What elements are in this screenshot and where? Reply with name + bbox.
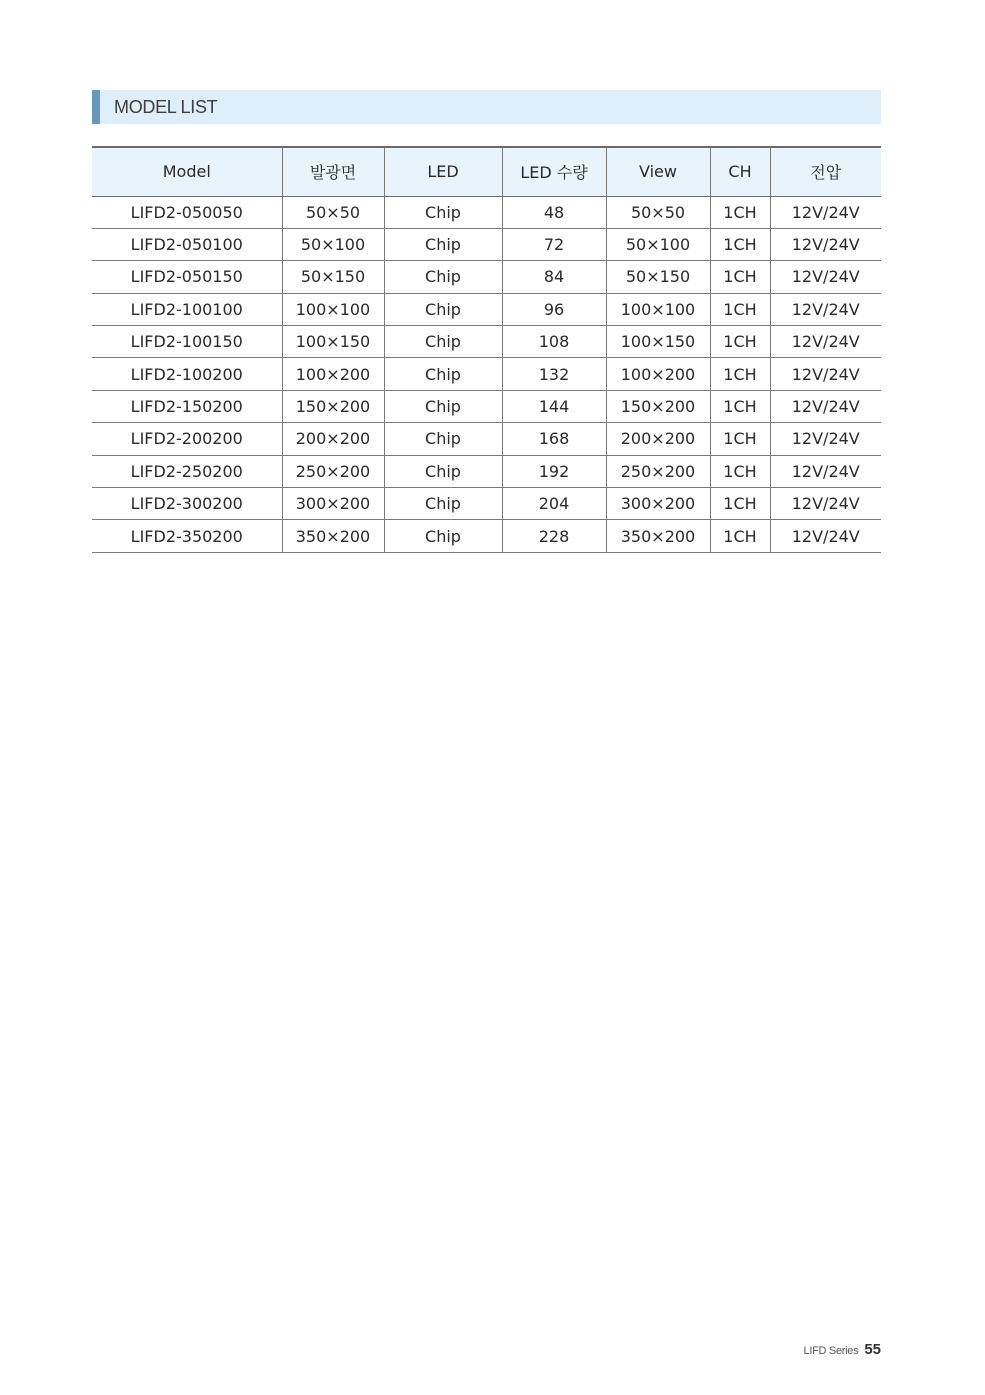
led-cell: Chip: [384, 326, 502, 358]
led-cell: Chip: [384, 358, 502, 390]
ch-cell: 1CH: [710, 423, 770, 455]
led-cell: Chip: [384, 423, 502, 455]
voltage-cell: 12V/24V: [770, 293, 881, 325]
ch-cell: 1CH: [710, 455, 770, 487]
led-cell: Chip: [384, 488, 502, 520]
emitting-area-cell: 100×200: [282, 358, 384, 390]
ch-cell: 1CH: [710, 488, 770, 520]
led-count-cell: 108: [502, 326, 606, 358]
ch-cell: 1CH: [710, 326, 770, 358]
table-row: [92, 520, 881, 552]
led-count-cell: 96: [502, 293, 606, 325]
voltage-cell: 12V/24V: [770, 228, 881, 260]
model-cell: LIFD2-050050: [92, 196, 282, 228]
voltage-cell: 12V/24V: [770, 326, 881, 358]
model-cell: LIFD2-150200: [92, 390, 282, 422]
model-cell: LIFD2-250200: [92, 455, 282, 487]
voltage-cell: 12V/24V: [770, 520, 881, 552]
model-cell: LIFD2-050100: [92, 228, 282, 260]
table-row: [92, 326, 881, 358]
model-cell: LIFD2-100100: [92, 293, 282, 325]
led-count-cell: 228: [502, 520, 606, 552]
page-footer: [804, 1340, 881, 1360]
model-list-table: [92, 146, 881, 553]
emitting-area-cell: 100×100: [282, 293, 384, 325]
ch-cell: 1CH: [710, 196, 770, 228]
led-count-cell: 132: [502, 358, 606, 390]
emitting-area-cell: 50×100: [282, 228, 384, 260]
view-cell: 50×100: [606, 228, 710, 260]
emitting-area-cell: 50×150: [282, 261, 384, 293]
table-row: [92, 423, 881, 455]
table-row: [92, 293, 881, 325]
led-cell: Chip: [384, 455, 502, 487]
voltage-cell: 12V/24V: [770, 390, 881, 422]
model-cell: LIFD2-350200: [92, 520, 282, 552]
emitting-area-cell: 50×50: [282, 196, 384, 228]
led-count-cell: 192: [502, 455, 606, 487]
emitting-area-cell: 200×200: [282, 423, 384, 455]
view-cell: 150×200: [606, 390, 710, 422]
view-cell: 100×100: [606, 293, 710, 325]
page-number: 55: [864, 1341, 881, 1358]
led-count-cell: 72: [502, 228, 606, 260]
view-cell: 300×200: [606, 488, 710, 520]
table-row: [92, 455, 881, 487]
led-count-cell: 204: [502, 488, 606, 520]
column-header-ch: CH: [710, 147, 770, 196]
column-header-led-count: LED 수량: [502, 147, 606, 196]
ch-cell: 1CH: [710, 390, 770, 422]
voltage-cell: 12V/24V: [770, 455, 881, 487]
view-cell: 50×150: [606, 261, 710, 293]
model-cell: LIFD2-100150: [92, 326, 282, 358]
ch-cell: 1CH: [710, 293, 770, 325]
voltage-cell: 12V/24V: [770, 488, 881, 520]
emitting-area-cell: 250×200: [282, 455, 384, 487]
voltage-cell: 12V/24V: [770, 196, 881, 228]
model-cell: LIFD2-300200: [92, 488, 282, 520]
ch-cell: 1CH: [710, 520, 770, 552]
model-cell: LIFD2-200200: [92, 423, 282, 455]
ch-cell: 1CH: [710, 228, 770, 260]
ch-cell: 1CH: [710, 358, 770, 390]
view-cell: 200×200: [606, 423, 710, 455]
led-cell: Chip: [384, 228, 502, 260]
table-row: [92, 261, 881, 293]
model-cell: LIFD2-100200: [92, 358, 282, 390]
view-cell: 250×200: [606, 455, 710, 487]
emitting-area-cell: 100×150: [282, 326, 384, 358]
led-cell: Chip: [384, 261, 502, 293]
voltage-cell: 12V/24V: [770, 423, 881, 455]
column-header-view: View: [606, 147, 710, 196]
emitting-area-cell: 150×200: [282, 390, 384, 422]
led-count-cell: 84: [502, 261, 606, 293]
table-row: [92, 390, 881, 422]
section-header: [92, 90, 881, 124]
section-title: MODEL LIST: [114, 97, 218, 117]
column-header-led: LED: [384, 147, 502, 196]
column-header-model: Model: [92, 147, 282, 196]
view-cell: 50×50: [606, 196, 710, 228]
table-row: [92, 358, 881, 390]
table-row: [92, 228, 881, 260]
led-cell: Chip: [384, 293, 502, 325]
emitting-area-cell: 300×200: [282, 488, 384, 520]
view-cell: 100×200: [606, 358, 710, 390]
table-row: [92, 488, 881, 520]
led-count-cell: 168: [502, 423, 606, 455]
led-cell: Chip: [384, 390, 502, 422]
series-label: LIFD Series: [803, 1345, 859, 1357]
table-header-row: [92, 147, 881, 196]
model-cell: LIFD2-050150: [92, 261, 282, 293]
ch-cell: 1CH: [710, 261, 770, 293]
voltage-cell: 12V/24V: [770, 261, 881, 293]
view-cell: 100×150: [606, 326, 710, 358]
column-header-emitting-area: 발광면: [282, 147, 384, 196]
column-header-voltage: 전압: [770, 147, 881, 196]
led-count-cell: 144: [502, 390, 606, 422]
led-cell: Chip: [384, 520, 502, 552]
led-cell: Chip: [384, 196, 502, 228]
view-cell: 350×200: [606, 520, 710, 552]
led-count-cell: 48: [502, 196, 606, 228]
emitting-area-cell: 350×200: [282, 520, 384, 552]
table-row: [92, 196, 881, 228]
voltage-cell: 12V/24V: [770, 358, 881, 390]
section-accent-bar: [92, 90, 100, 124]
